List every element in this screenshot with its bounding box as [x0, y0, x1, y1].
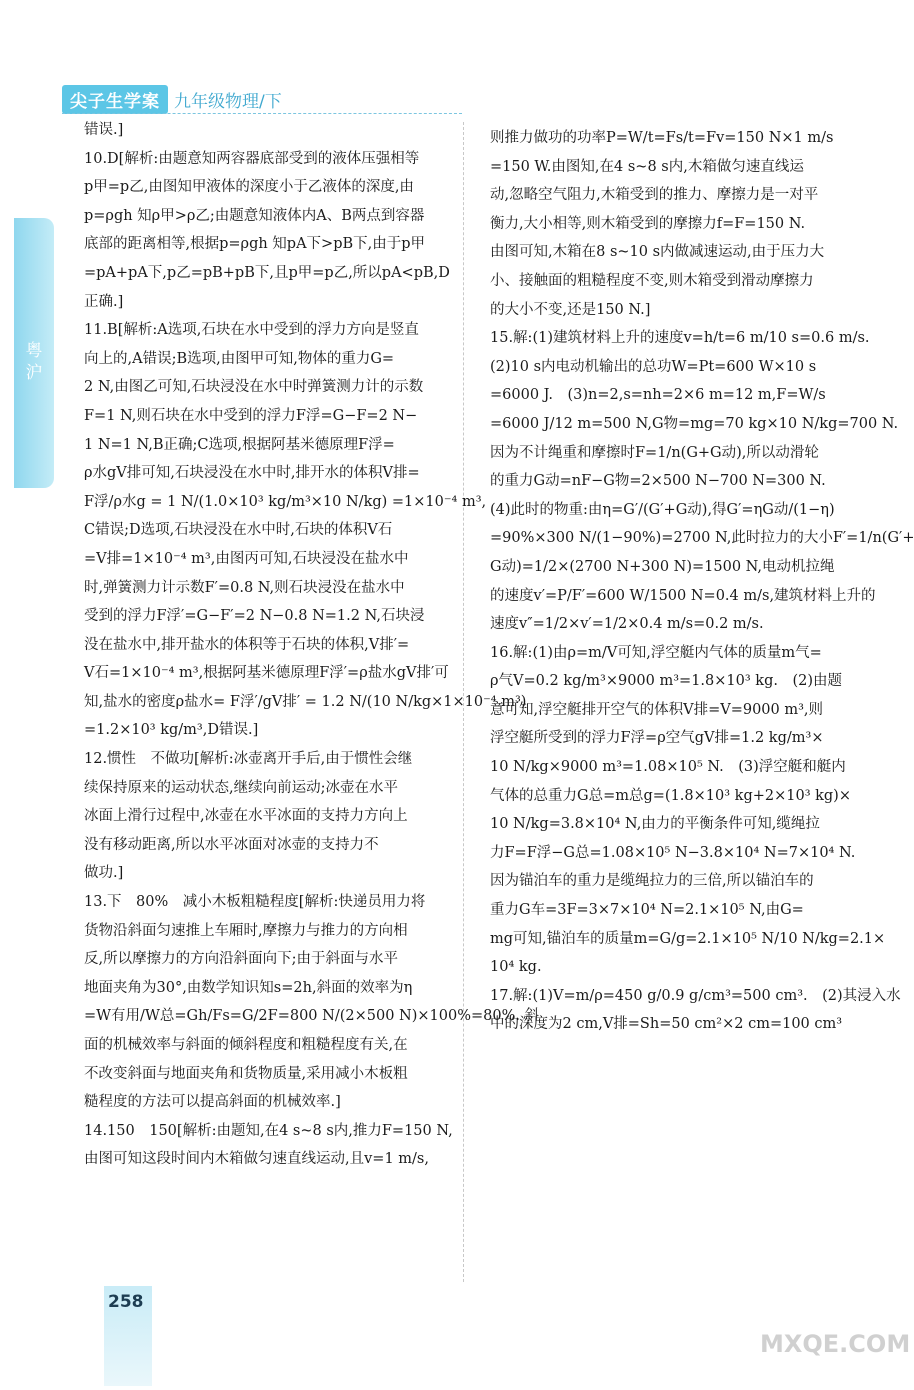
text-line: p=ρgh 知ρ甲>ρ乙;由题意知液体内A、B两点到容器	[84, 207, 425, 224]
text-line: 衡力,大小相等,则木箱受到的摩擦力f=F=150 N.	[490, 215, 806, 232]
text-line: 15.解:(1)建筑材料上升的速度v=h/t=6 m/10 s=0.6 m/s.	[490, 330, 870, 347]
page-number: 258	[108, 1292, 144, 1312]
page-header	[62, 86, 282, 112]
region-label: 粤沪	[25, 341, 43, 383]
text-line: =W有用/W总=Gh/Fs=G/2F=800 N/(2×500 N)×100%=80%. 斜	[84, 1008, 540, 1025]
text-line: ρ气V=0.2 kg/m³×9000 m³=1.8×10³ kg. (2)由题	[490, 673, 842, 690]
text-line: G动)=1/2×(2700 N+300 N)=1500 N,电动机拉绳	[490, 558, 835, 575]
text-line: mg可知,锚泊车的质量m=G/g=2.1×10⁵ N/10 N/kg=2.1×	[490, 930, 886, 947]
text-line: (2)10 s内电动机输出的总功W=Pt=600 W×10 s	[490, 358, 817, 375]
text-line: 冰面上滑行过程中,冰壶在水平冰面的支持力方向上	[84, 808, 408, 825]
text-line: 浮空艇所受到的浮力F浮=ρ空气gV排=1.2 kg/m³×	[490, 730, 824, 747]
text-line: 由图可知这段时间内木箱做匀速直线运动,且v=1 m/s,	[84, 1151, 429, 1168]
text-line: 10.D[解析:由题意知两容器底部受到的液体压强相等	[84, 150, 420, 167]
text-line: =6000 J. (3)n=2,s=nh=2×6 m=12 m,F=W/s	[490, 387, 826, 404]
text-line: 不改变斜面与地面夹角和货物质量,采用减小木板粗	[84, 1065, 408, 1082]
text-line: p甲=p乙,由图知甲液体的深度小于乙液体的深度,由	[84, 179, 414, 196]
text-line: 重力G车=3F=3×7×10⁴ N=2.1×10⁵ N,由G=	[490, 902, 804, 919]
text-line: V石=1×10⁻⁴ m³,根据阿基米德原理F浮′=ρ盐水gV排′可	[84, 665, 449, 682]
text-line: 动,忽略空气阻力,木箱受到的推力、摩擦力是一对平	[490, 187, 819, 204]
text-line: 错误.]	[84, 122, 124, 138]
book-subject: 九年级物理/下	[174, 91, 282, 112]
text-line: =V排=1×10⁻⁴ m³,由图丙可知,石块浸没在盐水中	[84, 550, 409, 567]
text-line: 中的深度为2 cm,V排=Sh=50 cm²×2 cm=100 cm³	[490, 1016, 843, 1033]
watermark: MXQE.COM	[760, 1330, 911, 1358]
text-line: =pA+pA下,p乙=pB+pB下,且p甲=p乙,所以pA<pB,D	[84, 264, 450, 281]
text-line: =1.2×10³ kg/m³,D错误.]	[84, 722, 259, 739]
text-line: 反,所以摩擦力的方向沿斜面向下;由于斜面与水平	[84, 951, 398, 968]
text-line: =90%×300 N/(1−90%)=2700 N,此时拉力的大小F′=1/n(G′+	[490, 530, 914, 547]
text-line: 地面夹角为30°,由数学知识知s=2h,斜面的效率为η	[84, 979, 413, 996]
page-number-tab	[104, 1286, 152, 1386]
text-line: 时,弹簧测力计示数F′=0.8 N,则石块浸没在盐水中	[84, 579, 405, 596]
text-line: 则推力做功的功率P=W/t=Fs/t=Fv=150 N×1 m/s	[490, 130, 834, 146]
text-line: 气体的总重力G总=m总g=(1.8×10³ kg+2×10³ kg)×	[490, 787, 851, 804]
text-line: 正确.]	[84, 293, 124, 310]
text-line: 17.解:(1)V=m/ρ=450 g/0.9 g/cm³=500 cm³. (2)其浸入水	[490, 987, 901, 1004]
text-line: 底部的距离相等,根据p=ρgh 知pA下>pB下,由于p甲	[84, 236, 426, 253]
text-line: 的大小不变,还是150 N.]	[490, 301, 651, 318]
text-line: 受到的浮力F浮′=G−F′=2 N−0.8 N=1.2 N,石块浸	[84, 608, 425, 625]
text-line: 面的机械效率与斜面的倾斜程度和粗糙程度有关,在	[84, 1037, 408, 1053]
text-line: 16.解:(1)由ρ=m/V可知,浮空艇内气体的质量m气=	[490, 644, 822, 661]
text-line: 向上的,A错误;B选项,由图甲可知,物体的重力G=	[84, 350, 395, 367]
text-line: 小、接触面的粗糙程度不变,则木箱受到滑动摩擦力	[490, 272, 814, 289]
text-line: =150 W.由图知,在4 s~8 s内,木箱做匀速直线运	[490, 158, 804, 175]
text-line: 因为锚泊车的重力是缆绳拉力的三倍,所以锚泊车的	[490, 873, 814, 890]
text-line: 续保持原来的运动状态,继续向前运动;冰壶在水平	[84, 779, 398, 796]
text-line: 的重力G动=nF−G物=2×500 N−700 N=300 N.	[490, 473, 826, 490]
text-line: 因为不计绳重和摩擦时F=1/n(G+G动),所以动滑轮	[490, 444, 819, 461]
text-line: 13.下 80% 减小木板粗糙程度[解析:快递员用力将	[84, 894, 426, 911]
text-line: 1 N=1 N,B正确;C选项,根据阿基米德原理F浮=	[84, 436, 395, 453]
text-line: ρ水gV排可知,石块浸没在水中时,排开水的体积V排=	[84, 465, 420, 482]
text-line: 做功.]	[84, 865, 124, 882]
text-line: F=1 N,则石块在水中受到的浮力F浮=G−F=2 N−	[84, 407, 418, 424]
text-line: 10 N/kg×9000 m³=1.08×10⁵ N. (3)浮空艇和艇内	[490, 759, 846, 776]
text-line: 速度v″=1/2×v′=1/2×0.4 m/s=0.2 m/s.	[490, 616, 764, 633]
text-line: 没在盐水中,排开盐水的体积等于石块的体积,V排′=	[84, 636, 410, 653]
text-line: 知,盐水的密度ρ盐水= F浮′/gV排′ = 1.2 N/(10 N/kg×1×10⁻⁴ m³)	[84, 693, 527, 710]
text-line: =6000 J/12 m=500 N,G物=mg=70 kg×10 N/kg=700 N.	[490, 415, 899, 432]
text-line: C错误;D选项,石块浸没在水中时,石块的体积V石	[84, 522, 393, 539]
text-line: 的速度v′=P/F′=600 W/1500 N=0.4 m/s,建筑材料上升的	[490, 587, 876, 604]
text-line: 力F=F浮−G总=1.08×10⁵ N−3.8×10⁴ N=7×10⁴ N.	[490, 844, 856, 861]
text-line: 意可知,浮空艇排开空气的体积V排=V=9000 m³,则	[490, 701, 824, 718]
text-line: 10 N/kg=3.8×10⁴ N,由力的平衡条件可知,缆绳拉	[490, 816, 820, 833]
text-line: (4)此时的物重:由η=G′/(G′+G动),得G′=ηG动/(1−η)	[490, 501, 835, 518]
text-line: F浮/ρ水g = 1 N/(1.0×10³ kg/m³×10 N/kg) =1×10⁻⁴ m³,	[84, 493, 487, 510]
text-line: 糙程度的方法可以提高斜面的机械效率.]	[84, 1094, 341, 1111]
text-line: 2 N,由图乙可知,石块浸没在水中时弹簧测力计的示数	[84, 379, 424, 396]
text-line: 14.150 150[解析:由题知,在4 s~8 s内,推力F=150 N,	[84, 1122, 453, 1139]
right-column	[490, 124, 914, 1039]
text-line: 没有移动距离,所以水平冰面对冰壶的支持力不	[84, 836, 379, 853]
text-line: 由图可知,木箱在8 s~10 s内做减速运动,由于压力大	[490, 244, 825, 261]
text-line: 货物沿斜面匀速推上车厢时,摩擦力与推力的方向相	[84, 922, 408, 939]
book-brand: 尖子生学案	[62, 85, 168, 114]
text-line: 12.惯性 不做功[解析:冰壶离开手后,由于惯性会继	[84, 751, 413, 768]
header-divider	[62, 113, 462, 114]
text-line: 10⁴ kg.	[490, 959, 542, 976]
text-line: 11.B[解析:A选项,石块在水中受到的浮力方向是竖直	[84, 322, 419, 339]
